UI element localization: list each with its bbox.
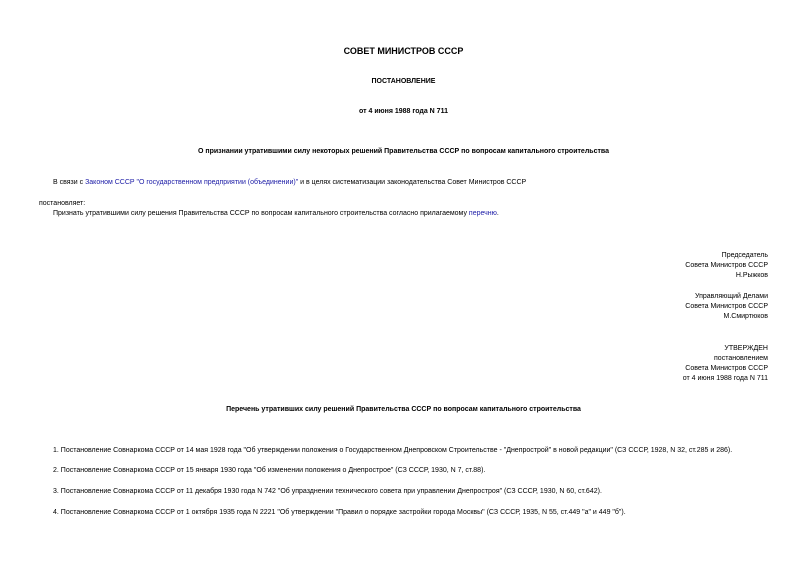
preamble-paragraph	[53, 178, 526, 188]
resolution-prefix: Признать утратившими силу решения Правительства СССР по вопросам капитального строительства согласно прилагаемому	[53, 210, 469, 217]
approval-line-1: УТВЕРЖДЕН	[724, 345, 768, 352]
chair-name: Н.Рыжков	[735, 272, 768, 279]
list-link[interactable]: перечню	[468, 210, 497, 217]
resolution-paragraph	[53, 209, 499, 219]
list-item: 3. Постановление Совнаркома СССР от 11 декабря 1930 года N 742 "Об упразднении технического совета при управлении Днепростроя" (СЗ СССР, 1930, N 60, ст.642).	[53, 488, 602, 495]
chair-title: Председатель	[721, 252, 768, 259]
list-item: 2. Постановление Совнаркома СССР от 15 января 1930 года "Об изменении положения о Днепрострое" (СЗ СССР, 1930, N 7, ст.88).	[53, 467, 486, 474]
law-link[interactable]: Законом СССР "О государственном предприятии (объединении)"	[85, 179, 299, 186]
org-heading: СОВЕТ МИНИСТРОВ СССР	[343, 46, 464, 56]
resolves-label: постановляет:	[39, 200, 86, 207]
date-number-heading: от 4 июня 1988 года N 711	[359, 108, 448, 115]
preamble-suffix: и в целях систематизации законодательства Совет Министров СССР	[298, 179, 527, 186]
document-title: О признании утратившими силу некоторых решений Правительства СССР по вопросам капитального строительства	[197, 148, 610, 155]
chair-body: Совета Министров СССР	[685, 262, 768, 269]
manager-title: Управляющий Делами	[694, 293, 768, 300]
approval-line-3: Совета Министров СССР	[685, 365, 768, 372]
approval-line-4: от 4 июня 1988 года N 711	[682, 375, 768, 382]
manager-name: М.Смиртюков	[723, 313, 768, 320]
preamble-prefix: В связи с	[53, 179, 86, 186]
list-item: 4. Постановление Совнаркома СССР от 1 октября 1935 года N 2221 "Об утверждении "Правил о порядке застройки города Москвы" (СЗ СССР, 1935, N 55, ст.449 "а" и 449 "б").	[53, 509, 626, 516]
list-item: 1. Постановление Совнаркома СССР от 14 мая 1928 года "Об утверждении положения о Государственном Днепровском Строительстве - "Днепрострой" в новой редакции" (СЗ СССР, 1928, N 32, ст.285 и 286).	[53, 447, 733, 454]
doc-type-heading: ПОСТАНОВЛЕНИЕ	[371, 78, 436, 85]
approval-line-2: постановлением	[714, 355, 768, 362]
resolution-suffix: .	[496, 210, 499, 217]
list-title: Перечень утративших силу решений Правительства СССР по вопросам капитального строительства	[226, 406, 581, 413]
manager-body: Совета Министров СССР	[685, 303, 768, 310]
